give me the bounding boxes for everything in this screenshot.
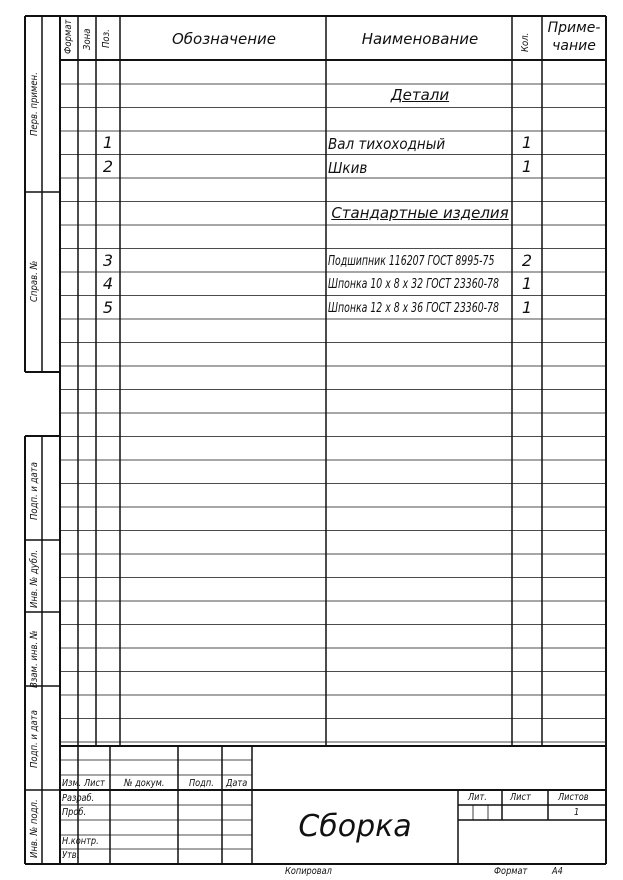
row-qty: 1 (521, 156, 533, 176)
tb-title: Сборка (298, 809, 412, 844)
row-pos: 5 (102, 297, 114, 317)
tb-approved: Утв. (62, 850, 80, 861)
row-name: Шкив (328, 158, 368, 177)
side-inv-orig: Инв. № подл. (29, 799, 40, 858)
row-pos: 3 (102, 250, 114, 270)
header-designation: Обозначение (171, 30, 277, 48)
row-qty: 1 (521, 274, 533, 293)
tb-sheet: Лист (510, 792, 531, 803)
side-replace-inv: Взам. инв. № (29, 630, 40, 688)
side-sign-date1: Подп. и дата (29, 462, 40, 520)
section-title: Детали (390, 86, 450, 104)
row-name: Подшипник 116207 ГОСТ 8995-75 (328, 253, 495, 269)
tb-lit: Лит. (468, 792, 487, 803)
header-pos: Поз. (101, 29, 112, 48)
header-zone: Зона (82, 28, 93, 50)
tb-norm-control: Н.контр. (62, 836, 99, 847)
tb-col-doc: № докум. (124, 778, 165, 789)
tb-col-sheet: Лист (84, 778, 105, 789)
row-qty: 1 (521, 297, 533, 317)
row-pos: 4 (102, 274, 114, 293)
row-pos: 1 (102, 133, 114, 152)
header-qty: Кол. (520, 32, 531, 52)
header-name: Наименование (361, 30, 479, 48)
footer-format-label: Формат (494, 866, 528, 877)
side-first-use: Перв. примен. (29, 72, 40, 136)
row-name: Шпонка 12 x 8 x 36 ГОСТ 23360-78 (328, 300, 499, 316)
tb-col-date: Дата (226, 778, 248, 789)
row-name: Шпонка 10 x 8 x 32 ГОСТ 23360-78 (328, 277, 499, 292)
row-name: Вал тихоходный (328, 135, 446, 153)
footer-copied: Копировал (285, 866, 332, 877)
side-inv-dup: Инв. № дубл. (29, 549, 40, 608)
side-sign-date2: Подп. и дата (29, 710, 40, 768)
tb-developed: Разраб. (62, 793, 95, 804)
tb-sheets: Листов (558, 792, 589, 803)
row-qty: 1 (521, 133, 533, 152)
header-note: Приме- чание (547, 20, 601, 54)
header-format: Формат (63, 19, 74, 55)
tb-col-sign: Подп. (189, 778, 214, 789)
tb-col-change: Изм. (62, 778, 82, 789)
row-pos: 2 (102, 156, 114, 176)
tb-sheets-value: 1 (574, 807, 580, 818)
side-ref-no: Справ. № (29, 260, 40, 302)
section-title: Стандартные изделия (331, 203, 509, 222)
footer-format-value: А4 (552, 866, 563, 877)
tb-checked: Проб. (62, 807, 87, 818)
row-qty: 2 (521, 250, 533, 270)
